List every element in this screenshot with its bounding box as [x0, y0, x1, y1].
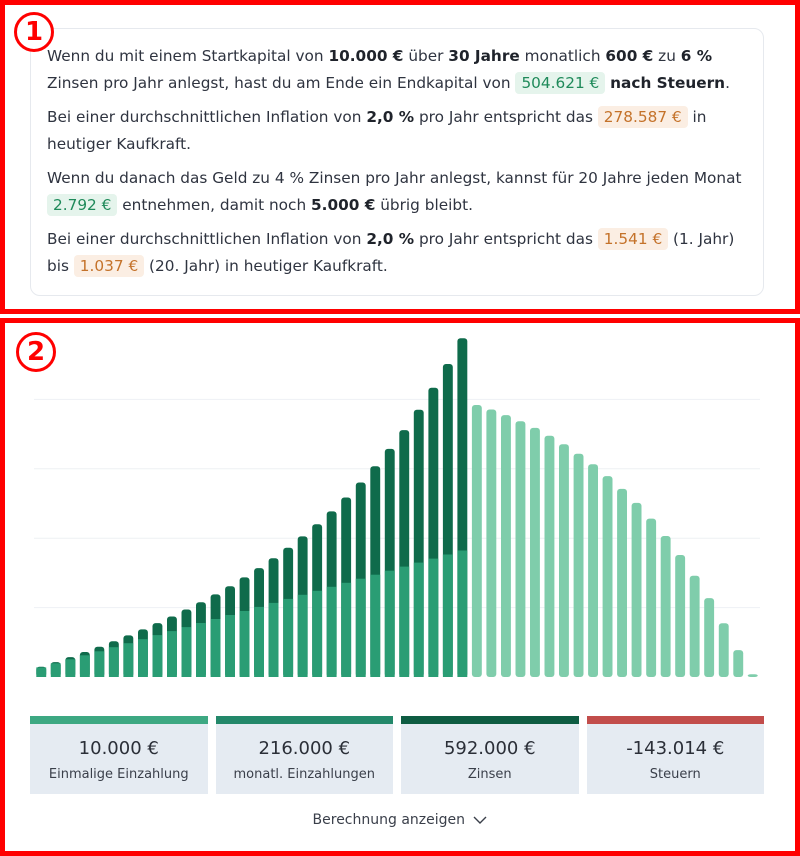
bar-deposits — [283, 599, 293, 677]
stat-color-bar — [216, 716, 394, 724]
text: Bei einer durchschnittlichen Inflation von — [47, 108, 367, 126]
inflation-value: 2,0 % — [366, 230, 415, 248]
text: . — [725, 74, 730, 92]
text: über — [403, 47, 449, 65]
end-capital-badge: 504.621 € — [515, 72, 605, 94]
start-capital-value: 10.000 € — [328, 47, 404, 65]
bar-deposits — [225, 615, 235, 677]
bar-deposits — [211, 619, 221, 677]
bar-deposits — [428, 559, 438, 677]
withdrawal-badge: 2.792 € — [47, 194, 117, 216]
stat-interest — [401, 716, 579, 794]
summary-paragraph-withdrawal-inflation — [47, 226, 747, 280]
text: pro Jahr entspricht das — [414, 230, 598, 248]
stat-label: Einmalige Einzahlung — [48, 767, 189, 782]
bar-deposits — [298, 595, 308, 677]
capital-chart — [0, 318, 800, 690]
bar-withdrawal — [690, 576, 700, 677]
stat-color-bar — [30, 716, 208, 724]
stat-value: 10.000 € — [78, 738, 159, 759]
bar-deposits — [109, 647, 119, 677]
stat-label: Steuern — [649, 767, 701, 782]
text: pro Jahr entspricht das — [414, 108, 598, 126]
first-year-badge: 1.541 € — [598, 228, 668, 250]
bar-deposits — [254, 607, 264, 677]
interest-rate-value: 6 % — [680, 47, 713, 65]
annotation-marker-1: 1 — [14, 12, 54, 52]
bar-withdrawal — [617, 489, 627, 677]
bar-withdrawal — [545, 436, 555, 677]
bar-deposits — [269, 603, 279, 677]
bar-deposits — [94, 651, 104, 677]
text: Wenn du mit einem Startkapital von — [47, 47, 329, 65]
bar-deposits — [414, 563, 424, 677]
bar-deposits — [167, 631, 177, 677]
bar-deposits — [443, 555, 453, 678]
stat-value: 216.000 € — [258, 738, 351, 759]
stat-color-bar — [401, 716, 579, 724]
inflation-value: 2,0 % — [366, 108, 415, 126]
text: Wenn du danach das Geld zu 4 % Zinsen pro Jahr anlegst, kannst für 20 Jahre jeden Monat — [47, 169, 742, 187]
bar-withdrawal — [486, 410, 496, 678]
text: zu — [653, 47, 681, 65]
bar-withdrawal — [603, 476, 613, 677]
text: (1. Jahr) bis — [47, 230, 735, 275]
text: (20. Jahr) in heutiger Kaufkraft. — [144, 257, 388, 275]
bar-withdrawal — [719, 623, 729, 677]
summary-paragraph-withdrawal — [47, 165, 747, 219]
bar-deposits — [123, 643, 133, 677]
bar-deposits — [240, 611, 250, 677]
stat-taxes — [587, 716, 765, 794]
text: entnehmen, damit noch — [117, 196, 312, 214]
remaining-value: 5.000 € — [311, 196, 376, 214]
stat-label: monatl. Einzahlungen — [233, 767, 375, 782]
bar-deposits — [138, 639, 148, 677]
duration-value: 30 Jahre — [448, 47, 520, 65]
bar-withdrawal — [516, 421, 526, 677]
summary-paragraph-inflation — [47, 104, 747, 158]
bar-deposits — [80, 655, 90, 677]
stats-row — [30, 716, 764, 794]
show-calculation-toggle[interactable] — [0, 812, 800, 828]
bar-deposits — [65, 659, 75, 677]
bar-withdrawal — [559, 444, 569, 677]
bar-withdrawal — [574, 454, 584, 677]
last-year-badge: 1.037 € — [74, 255, 144, 277]
monthly-rate-value: 600 € — [605, 47, 654, 65]
stat-monthly-deposits — [216, 716, 394, 794]
bar-deposits — [399, 567, 409, 677]
bar-deposits — [36, 667, 46, 677]
stat-value: -143.014 € — [626, 738, 725, 759]
stat-label: Zinsen — [467, 767, 512, 782]
text: monatlich — [519, 47, 606, 65]
annotation-marker-2: 2 — [16, 332, 56, 372]
bar-deposits — [153, 635, 163, 677]
bar-deposits — [196, 623, 206, 677]
bar-deposits — [327, 587, 337, 677]
bar-withdrawal — [675, 555, 685, 677]
stat-value: 592.000 € — [443, 738, 536, 759]
toggle-label: Berechnung anzeigen — [312, 812, 466, 828]
bar-withdrawal — [661, 536, 671, 677]
bar-withdrawal — [472, 405, 482, 677]
bar-deposits — [341, 583, 351, 677]
bar-deposits — [356, 579, 366, 677]
bar-withdrawal — [632, 503, 642, 677]
text: Zinsen pro Jahr anlegst, hast du am Ende ein Endkapital von — [47, 74, 516, 92]
bar-deposits — [385, 571, 395, 677]
text: Bei einer durchschnittlichen Inflation von — [47, 230, 367, 248]
after-tax-label: nach Steuern — [610, 74, 726, 92]
bar-withdrawal — [748, 674, 758, 677]
bar-withdrawal — [501, 415, 511, 677]
stat-one-time-deposit — [30, 716, 208, 794]
bar-deposits — [182, 627, 192, 677]
bar-deposits — [312, 591, 322, 677]
bar-deposits — [51, 663, 61, 677]
bar-deposits — [457, 551, 467, 678]
bar-withdrawal — [530, 428, 540, 677]
text: in heutiger Kaufkraft. — [47, 108, 707, 153]
bar-withdrawal — [646, 519, 656, 677]
bar-withdrawal — [704, 598, 714, 677]
stat-color-bar — [587, 716, 765, 724]
bar-withdrawal — [588, 464, 598, 677]
text: übrig bleibt. — [375, 196, 473, 214]
bar-withdrawal — [733, 650, 743, 677]
chevron-down-icon — [473, 815, 487, 825]
summary-card — [30, 28, 764, 296]
bar-deposits — [370, 575, 380, 677]
summary-paragraph-capital — [47, 43, 747, 97]
real-value-badge: 278.587 € — [598, 106, 688, 128]
